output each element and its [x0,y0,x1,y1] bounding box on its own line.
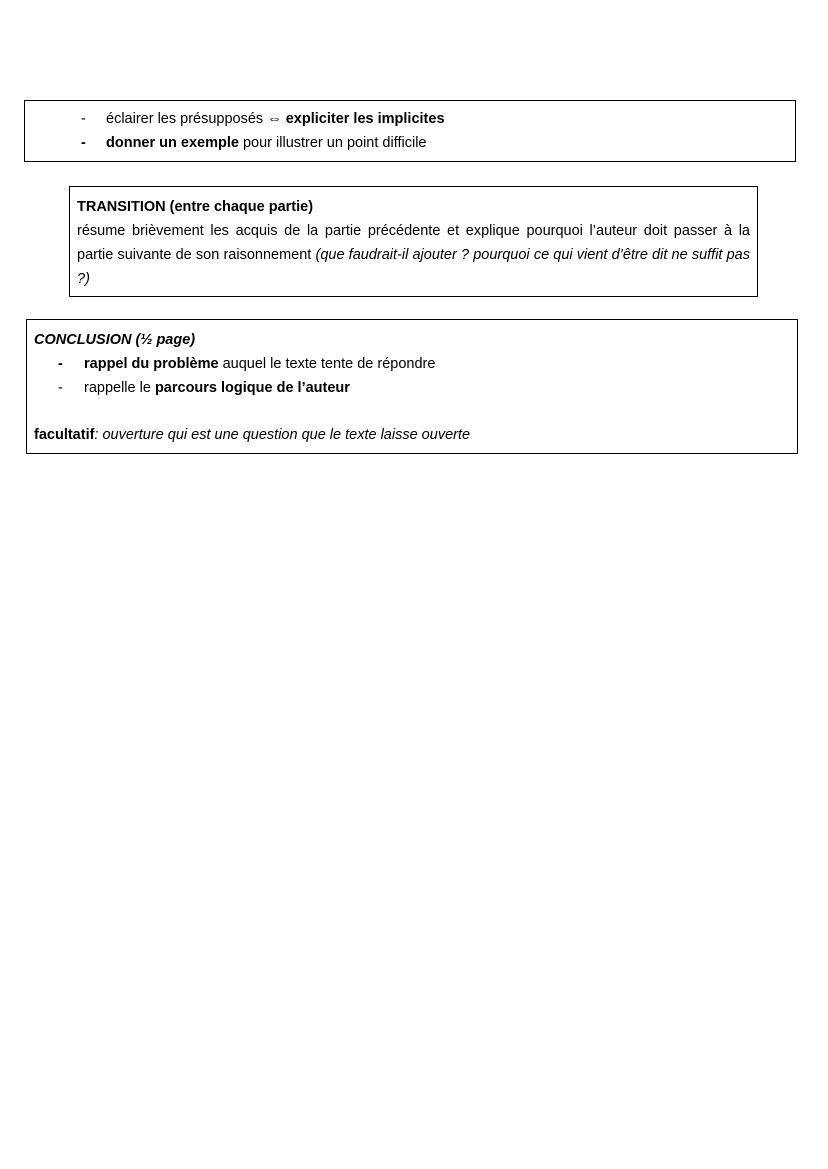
item-text: éclairer les présupposés [106,111,268,127]
equivalence-arrow-icon: ⇔ [267,111,282,127]
item-bold-text: expliciter les implicites [285,111,445,127]
transition-body [77,219,750,291]
conclusion-title: CONCLUSION (½ page) [34,332,196,348]
transition-text: résume brièvement les acquis de la partie précédente et explique pourquoi l’auteur doit passer à la partie suivante de son raisonnement [77,223,750,263]
conclusion-list [58,352,790,400]
item-bold-text: donner un exemple [106,135,239,151]
method-list [81,107,445,155]
spacer [34,400,790,423]
transition-title: TRANSITION (entre chaque partie) [77,199,314,215]
optional-line [34,423,790,447]
optional-text: : ouverture qui est une question que le texte laisse ouverte [94,427,471,443]
item-text: pour illustrer un point difficile [238,135,427,151]
list-item [81,107,445,131]
item-text: rappelle le [84,380,155,396]
dash-bullet: - [81,135,86,151]
list-item [58,352,790,376]
item-bold-text: parcours logique de l’auteur [154,380,350,396]
optional-label: facultatif [34,427,95,443]
transition-italic-text: (que faudrait-il ajouter ? pourquoi ce qui vient d’être dit ne suffit pas ?) [77,247,750,287]
conclusion-box [26,319,798,454]
list-item [58,376,790,400]
transition-box [69,186,758,297]
dash-bullet: - [58,380,63,396]
dash-bullet: - [81,111,86,127]
item-bold-text: rappel du problème [84,356,219,372]
list-item [81,131,445,155]
method-box [24,100,796,162]
dash-bullet: - [58,356,63,372]
item-text: auquel le texte tente de répondre [218,356,436,372]
